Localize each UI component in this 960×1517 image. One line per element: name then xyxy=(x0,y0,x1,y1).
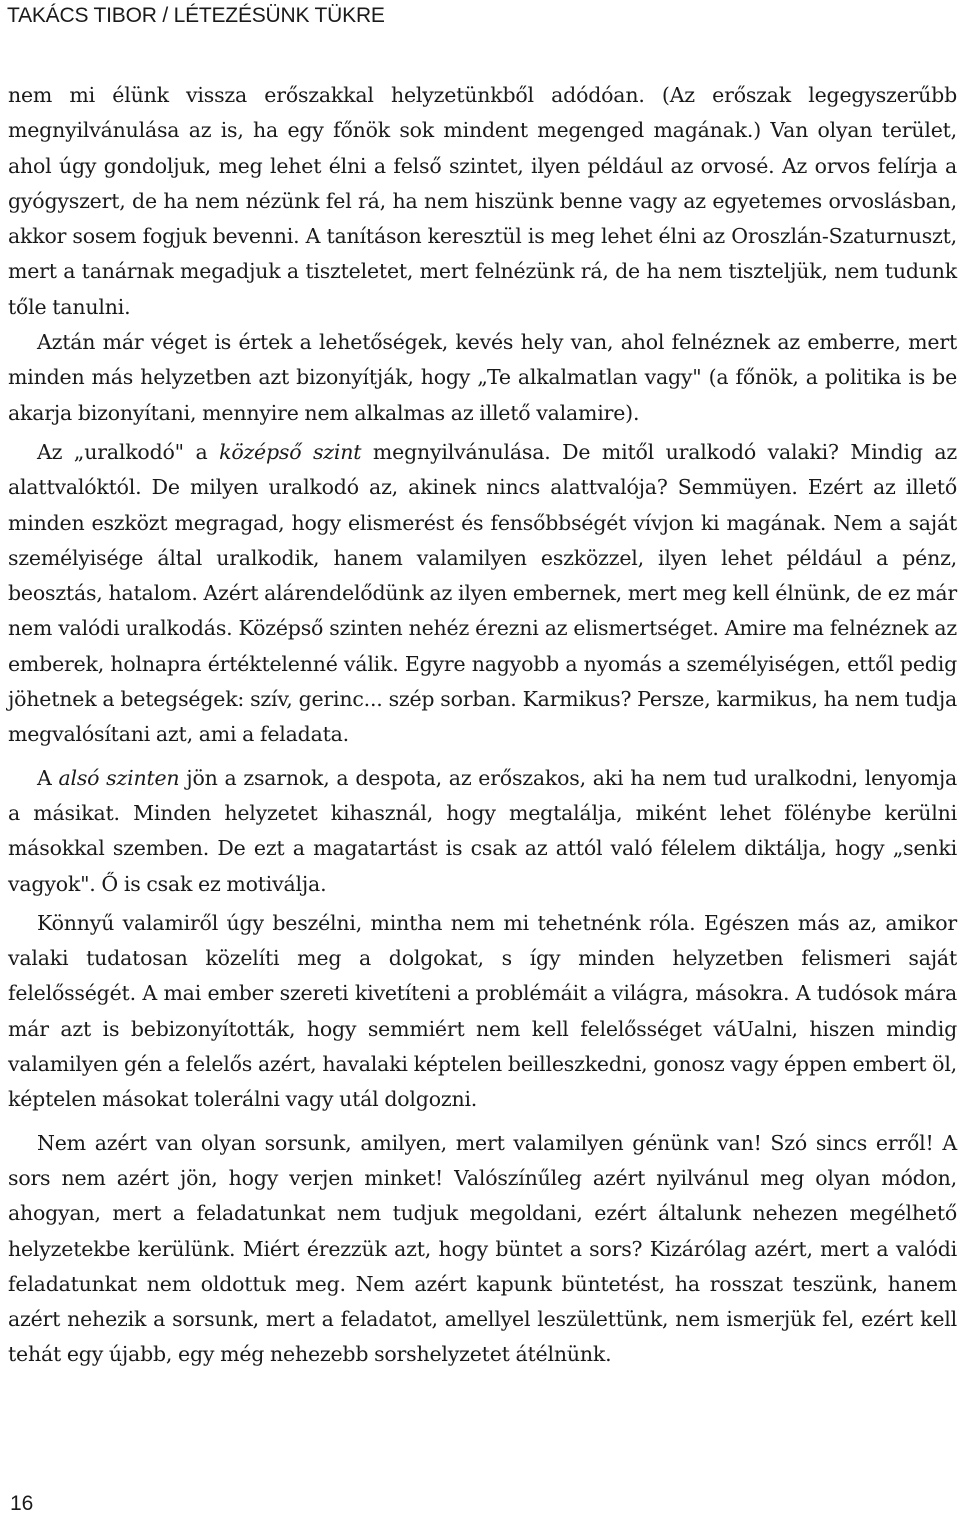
running-header: TAKÁCS TIBOR / LÉTEZÉSÜNK TÜKRE xyxy=(7,4,385,27)
paragraph-3-emphasis: középső szint xyxy=(219,439,362,464)
paragraph-4 xyxy=(8,761,957,902)
paragraph-3 xyxy=(8,435,957,753)
paragraph-5: Könnyű valamiről úgy beszélni, mintha nem mi tehetnénk róla. Egészen más az, amikor valaki tudatosan közelíti meg a dolgokat, s így minden helyzetben felismeri saját felelősségét. A mai ember szereti kivetíteni a problémáit a világra, másokra. A tudósok mára már azt is bebizonyították, hogy semmiért nem kell felelősséget váUalni, hiszen mindig valamilyen gén a felelős azért, havalaki képtelen beilleszkedni, gonosz vagy éppen embert öl, képtelen másokat tolerálni vagy utál dolgozni. xyxy=(8,910,957,1112)
paragraph-6: Nem azért van olyan sorsunk, amilyen, mert valamilyen génünk van! Szó sincs erről! A sors nem azért jön, hogy verjen minket! Valószínűleg azért nyilvánul meg olyan módon, ahogyan, mert a feladatunkat nem tudjuk megoldani, ezért általunk nehezen megélhető helyzetekbe kerülünk. Miért érezzük azt, hogy büntet a sors? Kizárólag azért, mert a valódi feladatunkat nem oldottuk meg. Nem azért kapunk büntetést, ha rosszat teszünk, hanem azért nehezik a sorsunk, mert a feladatot, amellyel leszülettünk, nem ismerjük fel, ezért kell tehát egy újabb, egy még nehezebb sorshelyzetet átélnünk. xyxy=(8,1130,957,1367)
body-text xyxy=(8,78,957,1373)
paragraph-4-lead: A xyxy=(37,765,59,790)
paragraph-3-lead: Az „uralkodó" a xyxy=(37,439,220,464)
paragraph-2: Aztán már véget is értek a lehetőségek, kevés hely van, ahol felnéznek az emberre, mert minden más helyzetben azt bizonyítják, hogy „Te alkalmatlan vagy" (a főnök, a politika is be akarja bizonyítani, mennyire nem alkalmas az illető valamire). xyxy=(8,330,957,425)
page-number: 16 xyxy=(10,1492,34,1515)
paragraph-1: nem mi élünk vissza erőszakkal helyzetünkből adódóan. (Az erőszak legegyszerűbb megnyilvánulása az is, ha egy főnök sok mindent megenged magának.) Van olyan terület, ahol úgy gondoljuk, meg lehet élni a felső szintet, ilyen például az orvosé. Az orvos felírja a gyógyszert, de ha nem nézünk fel rá, ha nem hiszünk benne vagy az egyetemes orvoslásban, akkor sosem fogjuk bevenni. A tanításon keresztül is meg lehet élni az Oroszlán-Szaturnuszt, mert a tanárnak megadjuk a tiszteletet, mert felnézünk rá, de ha nem tiszteljük, nem tudunk tőle tanulni. xyxy=(8,83,957,319)
paragraph-4-rest: jön a zsarnok, a despota, az erőszakos, aki ha nem tud uralkodni, lenyomja a másikat. Minden helyzetet kihasznál, hogy megtalálja, miként lehet fölénybe kerülni másokkal szemben. De ezt a magatartást is csak az attól való félelem diktálja, hogy „senki vagyok". Ő is csak ez motiválja. xyxy=(8,765,957,896)
paragraph-3-rest: megnyilvánulása. De mitől uralkodó valaki? Mindig az alattvalóktól. De milyen uralkodó az, akinek nincs alattvalója? Semmüyen. Ezért az illető minden eszközt megragad, hogy elismerést és fensőbbségét vívjon ki magának. Nem a saját személyisége által uralkodik, hanem valamilyen eszközzel, ilyen lehet például a pénz, beosztás, hatalom. Azért alárendelődünk az ilyen embernek, mert meg kell élnünk, de ez már nem valódi uralkodás. Középső szinten nehéz érezni az elismertséget. Amire ma felnéznek az emberek, holnapra értéktelenné válik. Egyre nagyobb a nyomás a személyiségen, ettől pedig jöhetnek a betegségek: szív, gerinc... szép sorban. Karmikus? Persze, karmikus, ha nem tudja megvalósítani azt, ami a feladata. xyxy=(8,439,957,747)
paragraph-4-emphasis: alsó szinten xyxy=(58,765,180,790)
